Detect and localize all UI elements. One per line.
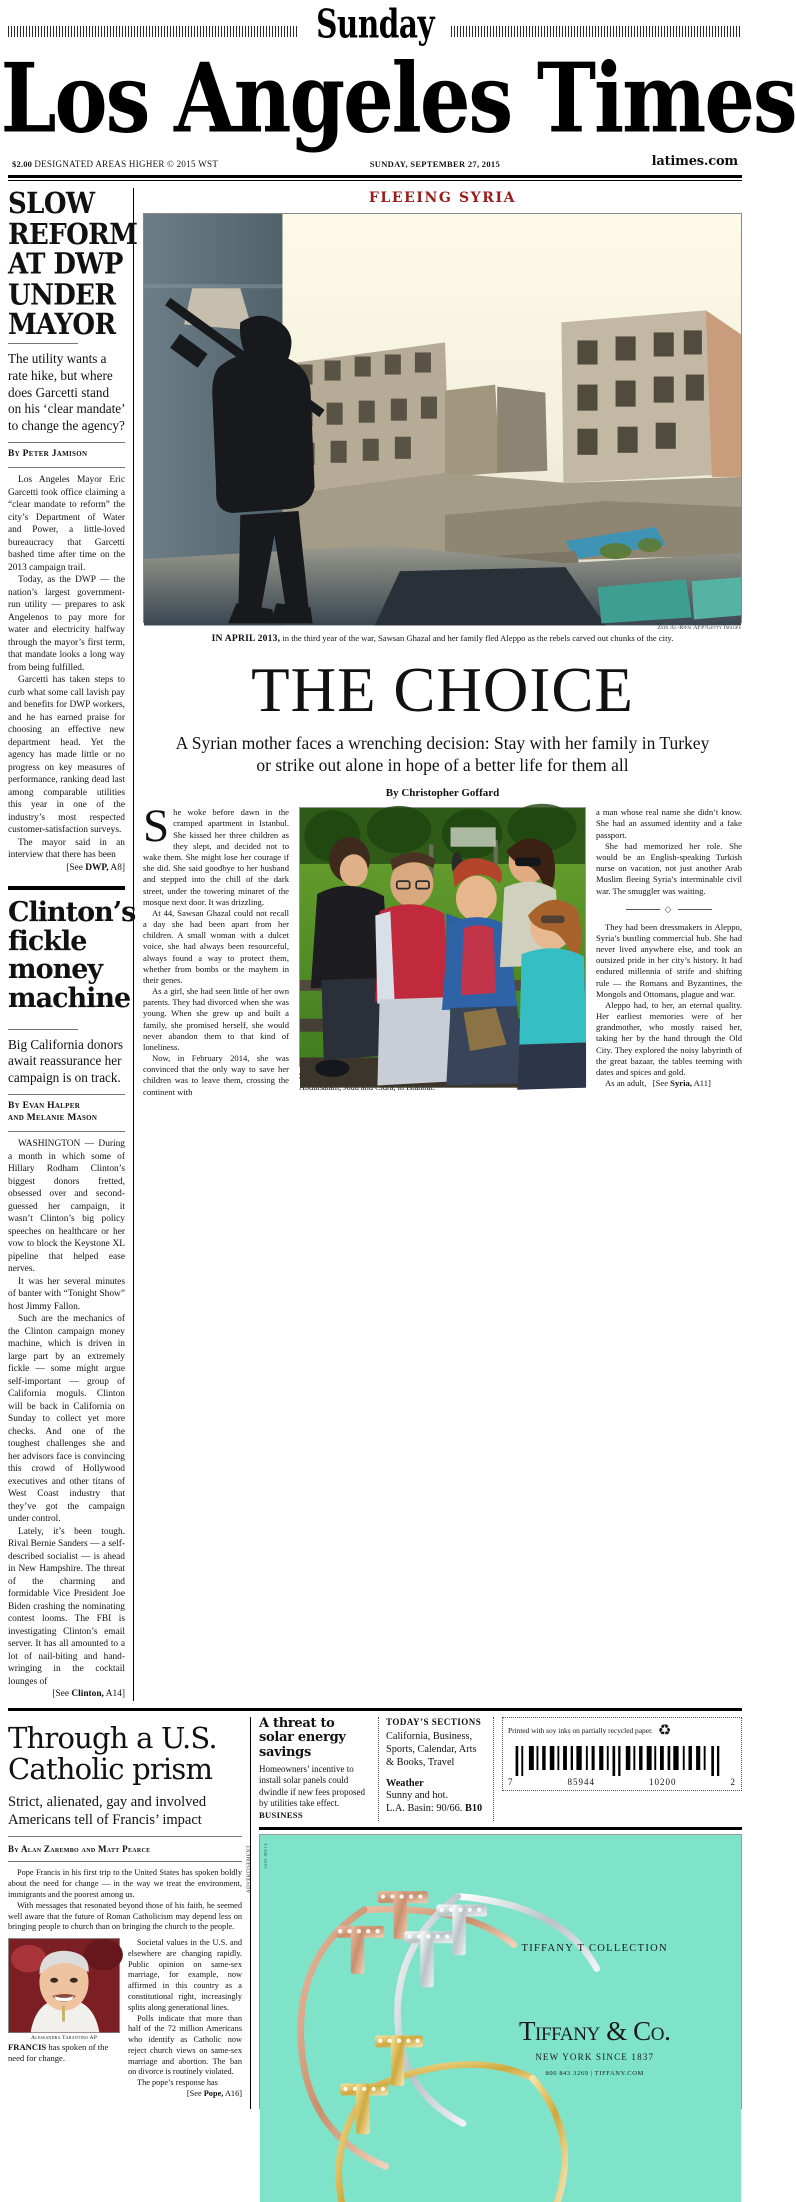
copyright: © 2015 WST	[166, 158, 219, 169]
clinton-para-3: Such are the mechanics of the Clinton campaign money machine, which is driven in large part by an extremely fickle — some might argue self-important — group of California moguls. Clinton will be back in California on Sunday to collect yet more checks. And one of the toughest challenges she and her advisors face is convincing this crowd of Hollywood executives and other titans of West Coast industry that they’ve got the campaign under control.	[8, 1314, 125, 1525]
dwp-byline-rule-bottom	[8, 467, 125, 468]
sections-title: TODAY’S SECTIONS	[386, 1716, 482, 1727]
barcode-graphic	[508, 1746, 736, 1776]
family-photo-graphic	[300, 808, 585, 1088]
pope-headline[interactable]: Through a U.S. Catholic prism	[8, 1720, 217, 1786]
info-boxes-row	[259, 1717, 742, 1821]
feature-col3-jump-line[interactable]	[596, 1078, 742, 1089]
pope-para-4: Polls indicate that more than half of the 72 million Americans who identify as Catholic now reject church views on same-sex marriage and abortion. The ban on divorce is routinely violated.	[128, 2013, 242, 2077]
pope-photo	[8, 1938, 120, 2033]
clinton-jump-label: Clinton,	[71, 1689, 104, 1700]
pope-text-column	[128, 1938, 242, 2100]
tiffany-advertisement[interactable]	[247, 1834, 742, 2109]
feature-col3-para-3: They had been dressmakers in Aleppo, Syria’s bustling commercial hub. She had never lived anywhere else, and took an outsized pride in her city’s history. It had endured millennia of strife and shifting rule — the Romans and Byzantines, the Mongols and Ottomans, plague and war.	[596, 921, 742, 999]
feature-col1-para-4: Now, in February 2014, she was convinced that the only way to save her children was to leave them, crossing the continent with	[143, 1053, 289, 1097]
masthead-price-block	[12, 159, 218, 169]
pope-byline-rule-top	[8, 1836, 242, 1837]
lead-photo-caption-text: in the third year of the war, Sawsan Ghazal and her family fled Aleppo as the rebels carved out chunks of the city.	[280, 632, 674, 643]
price: $2.00	[12, 158, 33, 169]
dwp-body	[8, 474, 125, 874]
pope-col2	[128, 1938, 242, 2100]
weather-body	[386, 1789, 486, 1815]
soy-row	[508, 1724, 736, 1739]
solar-section-tag: BUSINESS	[259, 1809, 303, 1820]
lead-byline: By Christopher Goffard	[385, 787, 500, 800]
advertisement-wrapper	[247, 1827, 742, 2109]
dinkus-rule-right	[678, 909, 712, 910]
dwp-headline[interactable]: SLOW REFORM AT DWP UNDER MAYOR	[8, 187, 138, 342]
pope-para-3: Societal values in the U.S. and elsewhere are changing rapidly. Public opinion on same-sex marriage, for example, now affirmed in this country as a constitutional right, increasingly splits along generational lines.	[128, 1938, 242, 2012]
tiffany-tagline: NEW YORK SINCE 1837	[535, 2051, 655, 2062]
syria-jump-page: A11]	[691, 1078, 711, 1089]
dwp-deck: The utility wants a rate hike, but where does Garcetti stand on his ‘clear mandate’ to change the agency?	[8, 351, 125, 433]
feature-column-3	[596, 807, 742, 1097]
pope-jump-prefix: [See	[186, 2089, 204, 2099]
dwp-jump-prefix: [See	[66, 862, 86, 873]
tiffany-collection-label: TIFFANY T COLLECTION	[521, 1942, 668, 1954]
clinton-byline-line2: and Melanie Mason	[8, 1112, 98, 1123]
sunday-label: Sunday	[315, 0, 435, 48]
advertisement-label: ADVERTISEMENT	[247, 1844, 252, 1893]
feature-col3-para-4: Aleppo had, to her, an eternal quality. Her earliest memories were of her grandmother, who mostly raised her, taking her by the hand through the Old City. They explored the noisy labyrinth of the great bazaar, the tables teeming with dates and spices and gold.	[596, 999, 742, 1077]
lead-photo-graphic	[144, 214, 741, 625]
dwp-para-4-text: The mayor said in an interview that there has been	[8, 837, 125, 861]
pope-caption-lead: FRANCIS	[8, 2042, 47, 2053]
solar-headline: A threat to solar energy savings	[259, 1715, 346, 1760]
syria-jump-prefix: [See	[652, 1078, 671, 1089]
pope-jump-line[interactable]	[128, 2089, 242, 2100]
dwp-para-3: Garcetti has taken steps to curb what some call lavish pay and benefits for DWP workers, and he has earned praise for choosing an effective new department head. Yet the agency has made little or no progress on key measures of performance, ranking dead last among comparable utilities this year in one of the industry’s most respected customer-satisfaction surveys.	[8, 675, 125, 836]
weather-title: Weather	[386, 1778, 424, 1790]
lead-photo-caption-lead: IN APRIL 2013,	[211, 632, 281, 644]
weather-basin: L.A. Basin: 90/66.	[386, 1803, 465, 1815]
clinton-byline	[8, 1101, 125, 1125]
left-column	[8, 187, 138, 1701]
feature-col1-para-1-text: he woke before dawn in the cramped apartment in Istanbul. She kissed her three children as they slept, and decided not to wake them. She might lose her courage if she did. She said goodbye to her husband and stepped into the chill of the dark street, under the towering minaret of the mosque next door. It was drizzling.	[143, 807, 289, 907]
clinton-jump-line[interactable]	[8, 1688, 125, 1701]
dwp-para-2: Today, as the DWP — the nation’s largest government-run utility — prepares to ask Angelenos to pay more for water and electricity halfway through the mayor’s first term, that mandate looks a long way from being fulfilled.	[8, 575, 125, 673]
masthead-rule-thick	[8, 175, 742, 178]
clinton-jump-page: A14]	[103, 1689, 125, 1700]
feature-columns	[143, 800, 742, 1097]
drop-cap: S	[143, 800, 170, 853]
pope-photo-and-text	[8, 1938, 242, 2100]
masthead-rule-thin	[8, 180, 742, 181]
soy-box	[502, 1717, 742, 1791]
todays-sections-box	[379, 1717, 494, 1821]
weather-page: B10	[464, 1803, 483, 1815]
clinton-jump-prefix: [See	[52, 1689, 72, 1700]
tiffany-copy-block	[462, 1943, 727, 2077]
price-note: DESIGNATED AREAS HIGHER	[34, 158, 165, 169]
pope-jump-page: A16]	[223, 2089, 242, 2099]
barcode-left: 7	[508, 1776, 514, 1787]
bottom-section-divider	[8, 1708, 742, 1711]
clinton-byline-line1: By Evan Halper	[8, 1100, 81, 1111]
feature-col3-para-2: She had memorized her role. She would be an English-speaking Turkish nurse on vacation, not just another Arab Muslim fleeing Syria’s interminable civil war. The smuggler was waiting.	[596, 840, 742, 896]
masthead	[0, 0, 796, 181]
feature-col1-para-2: At 44, Sawsan Ghazal could not recall a day she had been apart from her children. A small woman with a dulcet voice, she had always been resourceful, always found a way to protect them, whether from bombs or the mayhem in their genes.	[143, 907, 289, 985]
feature-col3-last-text: As an adult,	[605, 1078, 647, 1089]
clinton-para-1: WASHINGTON — During a month in which some of Hillary Rodham Clinton’s biggest donors fretted, obsessed over and second-guessed her campaign, it wasn’t Clinton’s big policy speeches on healthcare or her vow to block the Keystone XL pipeline that helped ease nerves.	[8, 1139, 125, 1275]
bottom-right-block	[247, 1715, 742, 2109]
pope-para-2: With messages that resonated beyond those of his faith, he seemed well aware that the future of Roman Catholicism may depend less on bringing people to church than on bringing the church to the people.	[8, 1900, 242, 1932]
pope-jump-label: Pope,	[203, 2089, 224, 2099]
newspaper-flag-title: Los Angeles Times	[0, 43, 796, 155]
soy-barcode-box	[494, 1717, 742, 1821]
solar-box[interactable]	[259, 1717, 379, 1821]
weather-line2	[386, 1802, 486, 1815]
bottom-section	[8, 1717, 742, 2109]
publication-date: SUNDAY, SEPTEMBER 27, 2015	[369, 158, 500, 169]
clinton-para-2: It was her several minutes of banter with “Tonight Show” host Jimmy Fallon.	[8, 1276, 125, 1312]
dwp-byline: By Peter Jamison	[8, 448, 88, 459]
pope-deck: Strict, alienated, gay and involved Americans tell of Francis’ impact	[8, 1794, 207, 1828]
dwp-jump-page: A8]	[108, 862, 125, 873]
clinton-para-4: Lately, it’s been tough. Rival Bernie Sanders — a self-described socialist — is ahead in New Hampshire. The threat of the charming and formidable Vice President Joe Biden crashing the nominating contest looms. The FBI is investigating Clinton’s email server. It has all amounted to a lot of nail-biting and hand-wringing in the cocktail lounges of	[8, 1526, 125, 1687]
lead-headline[interactable]: THE CHOICE	[251, 655, 634, 726]
feature-col3-para-1: a man whose real name she didn’t know. She had an assumed identity and a fake passport.	[596, 807, 742, 840]
website-url[interactable]: latimes.com	[651, 153, 738, 169]
tiffany-contact[interactable]: 800 843 3269 | TIFFANY.COM	[545, 2069, 644, 2077]
feature-col3-bottom	[596, 922, 742, 1090]
main-content-grid	[8, 188, 742, 1701]
section-dinkus: ◇	[596, 904, 742, 915]
recycle-icon: ♻	[657, 1722, 672, 1739]
pope-photo-credit: Alessandra Tarantino AP	[30, 2035, 98, 2042]
feature-col1-body	[143, 800, 289, 1097]
lead-photo-caption	[143, 633, 742, 645]
tiffany-logo: Tiffany & Co.	[518, 2015, 671, 2046]
feature-col1-para-1	[143, 800, 289, 908]
clinton-deck: Big California donors await reassurance her campaign is on track.	[8, 1036, 124, 1086]
main-column	[134, 188, 742, 1701]
clinton-headline[interactable]: Clinton’s fickle money machine	[8, 897, 136, 1014]
pope-photo-caption	[8, 2042, 120, 2063]
solar-text	[259, 1764, 371, 1821]
dwp-para-4	[8, 837, 125, 862]
pope-intro	[8, 1868, 242, 1933]
pope-story-block	[8, 1717, 251, 2109]
dinkus-rule-left	[626, 909, 660, 910]
dwp-jump-line[interactable]	[8, 862, 125, 875]
clinton-rule	[8, 1029, 78, 1030]
clinton-body	[8, 1138, 125, 1701]
pope-photo-graphic	[9, 1939, 119, 2032]
solar-body: Homeowners’ incentive to install solar panels could dwindle if new fees proposed by utilities take effect.	[259, 1763, 365, 1809]
lead-deck: A Syrian mother faces a wrenching decision: Stay with her family in Turkey or strike out alone in hope of a better life for them all	[175, 733, 710, 776]
feature-column-2	[299, 807, 586, 1097]
pope-caption-text: has spoken of the need for change.	[8, 2042, 109, 2063]
section-kicker: FLEEING SYRIA	[368, 189, 517, 206]
left-column-divider	[8, 886, 125, 890]
feature-col1-para-3: As a girl, she had seen little of her own parents. They had divorced when she was young. When she grew up and built a family, she promised herself, she would never abandon them to that kind of loneliness.	[143, 986, 289, 1052]
dash-rule-left	[8, 26, 299, 37]
dwp-para-1: Los Angeles Mayor Eric Garcetti took office claiming a “clear mandate to reform” the city’s Department of Water and Power, a little-loved bureaucracy that Garcetti bashed time after time on the 2013 campaign trail.	[8, 475, 125, 573]
pope-photo-column	[8, 1938, 120, 2100]
barcode-right: 2	[730, 1776, 736, 1787]
soy-text: Printed with soy inks on partially recycled paper.	[508, 1726, 653, 1736]
barcode	[508, 1746, 736, 1776]
ad-side-code: T1500 3691	[263, 1842, 268, 1869]
pope-byline-rule-bottom	[8, 1861, 242, 1862]
dwp-jump-label: DWP,	[85, 862, 109, 873]
dwp-rule	[8, 343, 78, 344]
feature-col3-top	[596, 807, 742, 896]
dwp-byline-rule-top	[8, 442, 125, 443]
clinton-byline-rule-top	[8, 1094, 125, 1095]
barcode-mid2: 10200	[649, 1776, 677, 1787]
pope-para-1: Pope Francis in his first trip to the United States has spoken boldly about the need for change — in the way we treat the environment, immigrants and the poorest among us.	[8, 1868, 242, 1899]
clinton-byline-rule-bottom	[8, 1131, 125, 1132]
barcode-numbers	[508, 1777, 736, 1787]
sections-list: California, Business, Sports, Calendar, Arts & Books, Travel	[386, 1730, 477, 1769]
feature-column-1	[143, 800, 289, 1097]
barcode-mid1: 85944	[567, 1776, 595, 1787]
weather-line1: Sunny and hot.	[386, 1790, 449, 1802]
lead-photo-credit: Zein Al-Rifai AFP/Getty Images	[657, 624, 741, 631]
lead-photo-aleppo	[143, 213, 742, 623]
pope-byline: By Alan Zarembo and Matt Pearce	[8, 1844, 151, 1855]
pope-para-5: The pope’s response has	[137, 2078, 218, 2088]
syria-jump-label: Syria,	[670, 1078, 692, 1089]
family-photo	[299, 807, 586, 1067]
dash-rule-right	[451, 26, 742, 37]
